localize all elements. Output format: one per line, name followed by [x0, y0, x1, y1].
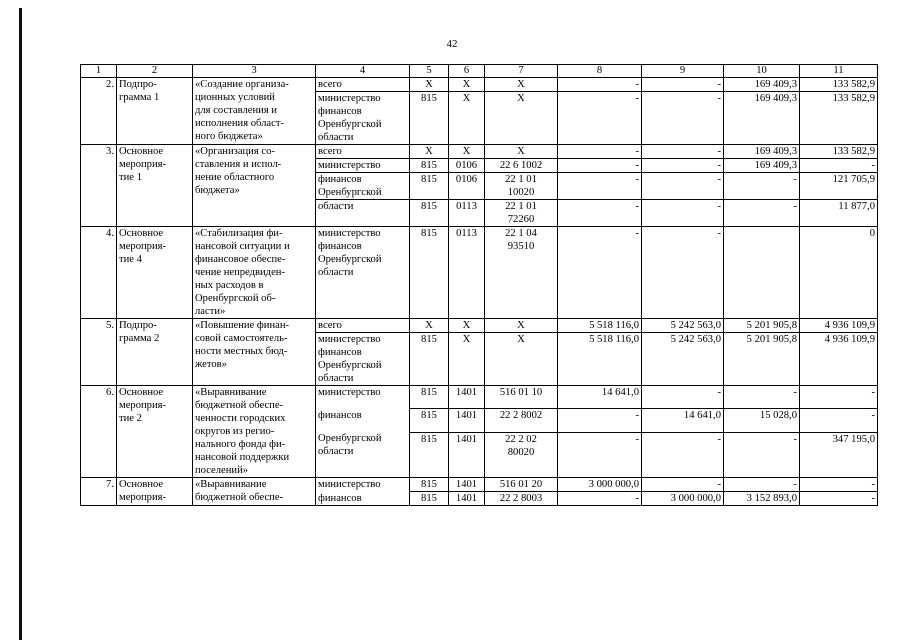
value-cell-c6: 0106: [449, 159, 485, 173]
value-cell-c7: 516 01 10: [485, 386, 558, 409]
value-cell-c10: 169 409,3: [724, 145, 800, 159]
value-cell-c8: -: [558, 173, 642, 200]
table-row: [81, 319, 878, 333]
table-row: [81, 78, 878, 92]
value-cell-c8: -: [558, 227, 642, 319]
value-cell-c8: -: [558, 78, 642, 92]
row-number-cell: 6.: [81, 386, 117, 478]
value-cell-c11: -: [800, 492, 878, 506]
value-cell-c6: 1401: [449, 386, 485, 409]
value-cell-c6: 1401: [449, 492, 485, 506]
source-cell: министерство финансов Оренбургской области: [316, 92, 410, 145]
value-cell-c11: 133 582,9: [800, 78, 878, 92]
header-cell: 2: [117, 65, 193, 78]
header-cell: 11: [800, 65, 878, 78]
row-kind-cell: Подпро- грамма 2: [117, 319, 193, 386]
value-cell-c7: Х: [485, 333, 558, 386]
value-cell-c7: 22 2 02 80020: [485, 432, 558, 477]
value-cell-c10: [724, 227, 800, 319]
value-cell-c5: Х: [410, 78, 449, 92]
source-cell: финансов Оренбургской: [316, 173, 410, 200]
value-cell-c10: -: [724, 432, 800, 477]
source-cell: министерство финансов Оренбургской области: [316, 227, 410, 319]
value-cell-c8: -: [558, 145, 642, 159]
value-cell-c9: -: [642, 227, 724, 319]
value-cell-c11: -: [800, 386, 878, 409]
value-cell-c11: -: [800, 478, 878, 492]
value-cell-c10: 169 409,3: [724, 92, 800, 145]
value-cell-c8: -: [558, 92, 642, 145]
value-cell-c8: 5 518 116,0: [558, 333, 642, 386]
row-number-cell: 4.: [81, 227, 117, 319]
value-cell-c10: -: [724, 173, 800, 200]
value-cell-c6: 1401: [449, 409, 485, 432]
row-title-cell: «Выравнивание бюджетной обеспе-: [193, 478, 316, 506]
source-cell: Оренбургской области: [316, 432, 410, 477]
value-cell-c9: -: [642, 173, 724, 200]
value-cell-c11: 4 936 109,9: [800, 319, 878, 333]
header-cell: 7: [485, 65, 558, 78]
source-cell: министерство: [316, 386, 410, 409]
table-body: [81, 65, 878, 506]
value-cell-c7: Х: [485, 319, 558, 333]
value-cell-c5: 815: [410, 386, 449, 409]
header-cell: 1: [81, 65, 117, 78]
value-cell-c7: 22 2 8002: [485, 409, 558, 432]
value-cell-c9: 5 242 563,0: [642, 333, 724, 386]
table-row: [81, 227, 878, 319]
table-row: [81, 478, 878, 492]
value-cell-c6: Х: [449, 92, 485, 145]
row-title-cell: «Организация со- ставления и испол- нение областного бюджета»: [193, 145, 316, 227]
value-cell-c6: Х: [449, 145, 485, 159]
value-cell-c8: -: [558, 159, 642, 173]
value-cell-c11: 133 582,9: [800, 145, 878, 159]
value-cell-c10: 5 201 905,8: [724, 333, 800, 386]
value-cell-c6: 0113: [449, 227, 485, 319]
value-cell-c10: -: [724, 200, 800, 227]
row-kind-cell: Основное мероприя- тие 4: [117, 227, 193, 319]
value-cell-c9: -: [642, 145, 724, 159]
value-cell-c7: 22 1 04 93510: [485, 227, 558, 319]
value-cell-c9: -: [642, 200, 724, 227]
value-cell-c5: 815: [410, 92, 449, 145]
value-cell-c7: 22 2 8003: [485, 492, 558, 506]
value-cell-c10: 15 028,0: [724, 409, 800, 432]
value-cell-c10: 5 201 905,8: [724, 319, 800, 333]
value-cell-c9: -: [642, 386, 724, 409]
value-cell-c11: 0: [800, 227, 878, 319]
value-cell-c7: 22 1 01 10020: [485, 173, 558, 200]
row-kind-cell: Подпро- грамма 1: [117, 78, 193, 145]
value-cell-c10: -: [724, 478, 800, 492]
value-cell-c9: -: [642, 432, 724, 477]
row-kind-cell: Основное мероприя- тие 2: [117, 386, 193, 478]
value-cell-c5: 815: [410, 200, 449, 227]
header-cell: 4: [316, 65, 410, 78]
value-cell-c8: 5 518 116,0: [558, 319, 642, 333]
value-cell-c7: 22 6 1002: [485, 159, 558, 173]
row-number-cell: 7.: [81, 478, 117, 506]
value-cell-c5: Х: [410, 319, 449, 333]
value-cell-c11: 4 936 109,9: [800, 333, 878, 386]
value-cell-c10: 3 152 893,0: [724, 492, 800, 506]
value-cell-c8: -: [558, 409, 642, 432]
header-cell: 9: [642, 65, 724, 78]
value-cell-c5: 815: [410, 492, 449, 506]
value-cell-c9: -: [642, 92, 724, 145]
source-cell: области: [316, 200, 410, 227]
source-cell: всего: [316, 78, 410, 92]
value-cell-c9: -: [642, 478, 724, 492]
value-cell-c11: 11 877,0: [800, 200, 878, 227]
source-cell: министерство: [316, 478, 410, 492]
value-cell-c8: -: [558, 432, 642, 477]
source-cell: министерство финансов Оренбургской области: [316, 333, 410, 386]
value-cell-c6: 1401: [449, 432, 485, 477]
value-cell-c10: 169 409,3: [724, 78, 800, 92]
scan-edge-line: [19, 8, 22, 640]
header-cell: 8: [558, 65, 642, 78]
value-cell-c11: -: [800, 409, 878, 432]
value-cell-c9: 5 242 563,0: [642, 319, 724, 333]
value-cell-c5: 815: [410, 333, 449, 386]
header-cell: 10: [724, 65, 800, 78]
source-cell: всего: [316, 319, 410, 333]
value-cell-c5: 815: [410, 432, 449, 477]
table-row: [81, 145, 878, 159]
row-title-cell: «Стабилизация фи- нансовой ситуации и финансовое обеспе- чение непредвиден- ных расходов в Оренбургской об- ласти»: [193, 227, 316, 319]
row-kind-cell: Основное мероприя-: [117, 478, 193, 506]
row-number-cell: 2.: [81, 78, 117, 145]
header-cell: 6: [449, 65, 485, 78]
row-number-cell: 3.: [81, 145, 117, 227]
value-cell-c8: -: [558, 492, 642, 506]
value-cell-c11: 133 582,9: [800, 92, 878, 145]
page-number: 42: [446, 38, 458, 50]
row-number-cell: 5.: [81, 319, 117, 386]
value-cell-c6: Х: [449, 78, 485, 92]
value-cell-c5: 815: [410, 227, 449, 319]
value-cell-c5: Х: [410, 145, 449, 159]
value-cell-c8: -: [558, 200, 642, 227]
source-cell: финансов: [316, 492, 410, 506]
row-kind-cell: Основное мероприя- тие 1: [117, 145, 193, 227]
value-cell-c6: 0106: [449, 173, 485, 200]
budget-table: [80, 64, 878, 506]
header-cell: 3: [193, 65, 316, 78]
source-cell: всего: [316, 145, 410, 159]
value-cell-c6: Х: [449, 333, 485, 386]
source-cell: финансов: [316, 409, 410, 432]
value-cell-c7: Х: [485, 145, 558, 159]
value-cell-c5: 815: [410, 409, 449, 432]
table-row: [81, 386, 878, 409]
value-cell-c10: -: [724, 386, 800, 409]
value-cell-c11: 121 705,9: [800, 173, 878, 200]
value-cell-c11: 347 195,0: [800, 432, 878, 477]
value-cell-c9: -: [642, 78, 724, 92]
source-cell: министерство: [316, 159, 410, 173]
value-cell-c10: 169 409,3: [724, 159, 800, 173]
value-cell-c11: -: [800, 159, 878, 173]
value-cell-c6: 0113: [449, 200, 485, 227]
value-cell-c9: 14 641,0: [642, 409, 724, 432]
value-cell-c5: 815: [410, 478, 449, 492]
value-cell-c8: 14 641,0: [558, 386, 642, 409]
value-cell-c7: 516 01 20: [485, 478, 558, 492]
value-cell-c5: 815: [410, 159, 449, 173]
value-cell-c6: Х: [449, 319, 485, 333]
value-cell-c9: 3 000 000,0: [642, 492, 724, 506]
row-title-cell: «Повышение финан- совой самостоятель- ности местных бюд- жетов»: [193, 319, 316, 386]
value-cell-c5: 815: [410, 173, 449, 200]
value-cell-c9: -: [642, 159, 724, 173]
value-cell-c6: 1401: [449, 478, 485, 492]
value-cell-c7: Х: [485, 78, 558, 92]
header-row: [81, 65, 878, 78]
row-title-cell: «Выравнивание бюджетной обеспе- ченности городских округов из регио- нального фонда фи- нансовой поддержки поселений»: [193, 386, 316, 478]
value-cell-c7: 22 1 01 72260: [485, 200, 558, 227]
header-cell: 5: [410, 65, 449, 78]
value-cell-c8: 3 000 000,0: [558, 478, 642, 492]
value-cell-c7: Х: [485, 92, 558, 145]
row-title-cell: «Создание организа- ционных условий для составления и исполнения област- ного бюджета»: [193, 78, 316, 145]
